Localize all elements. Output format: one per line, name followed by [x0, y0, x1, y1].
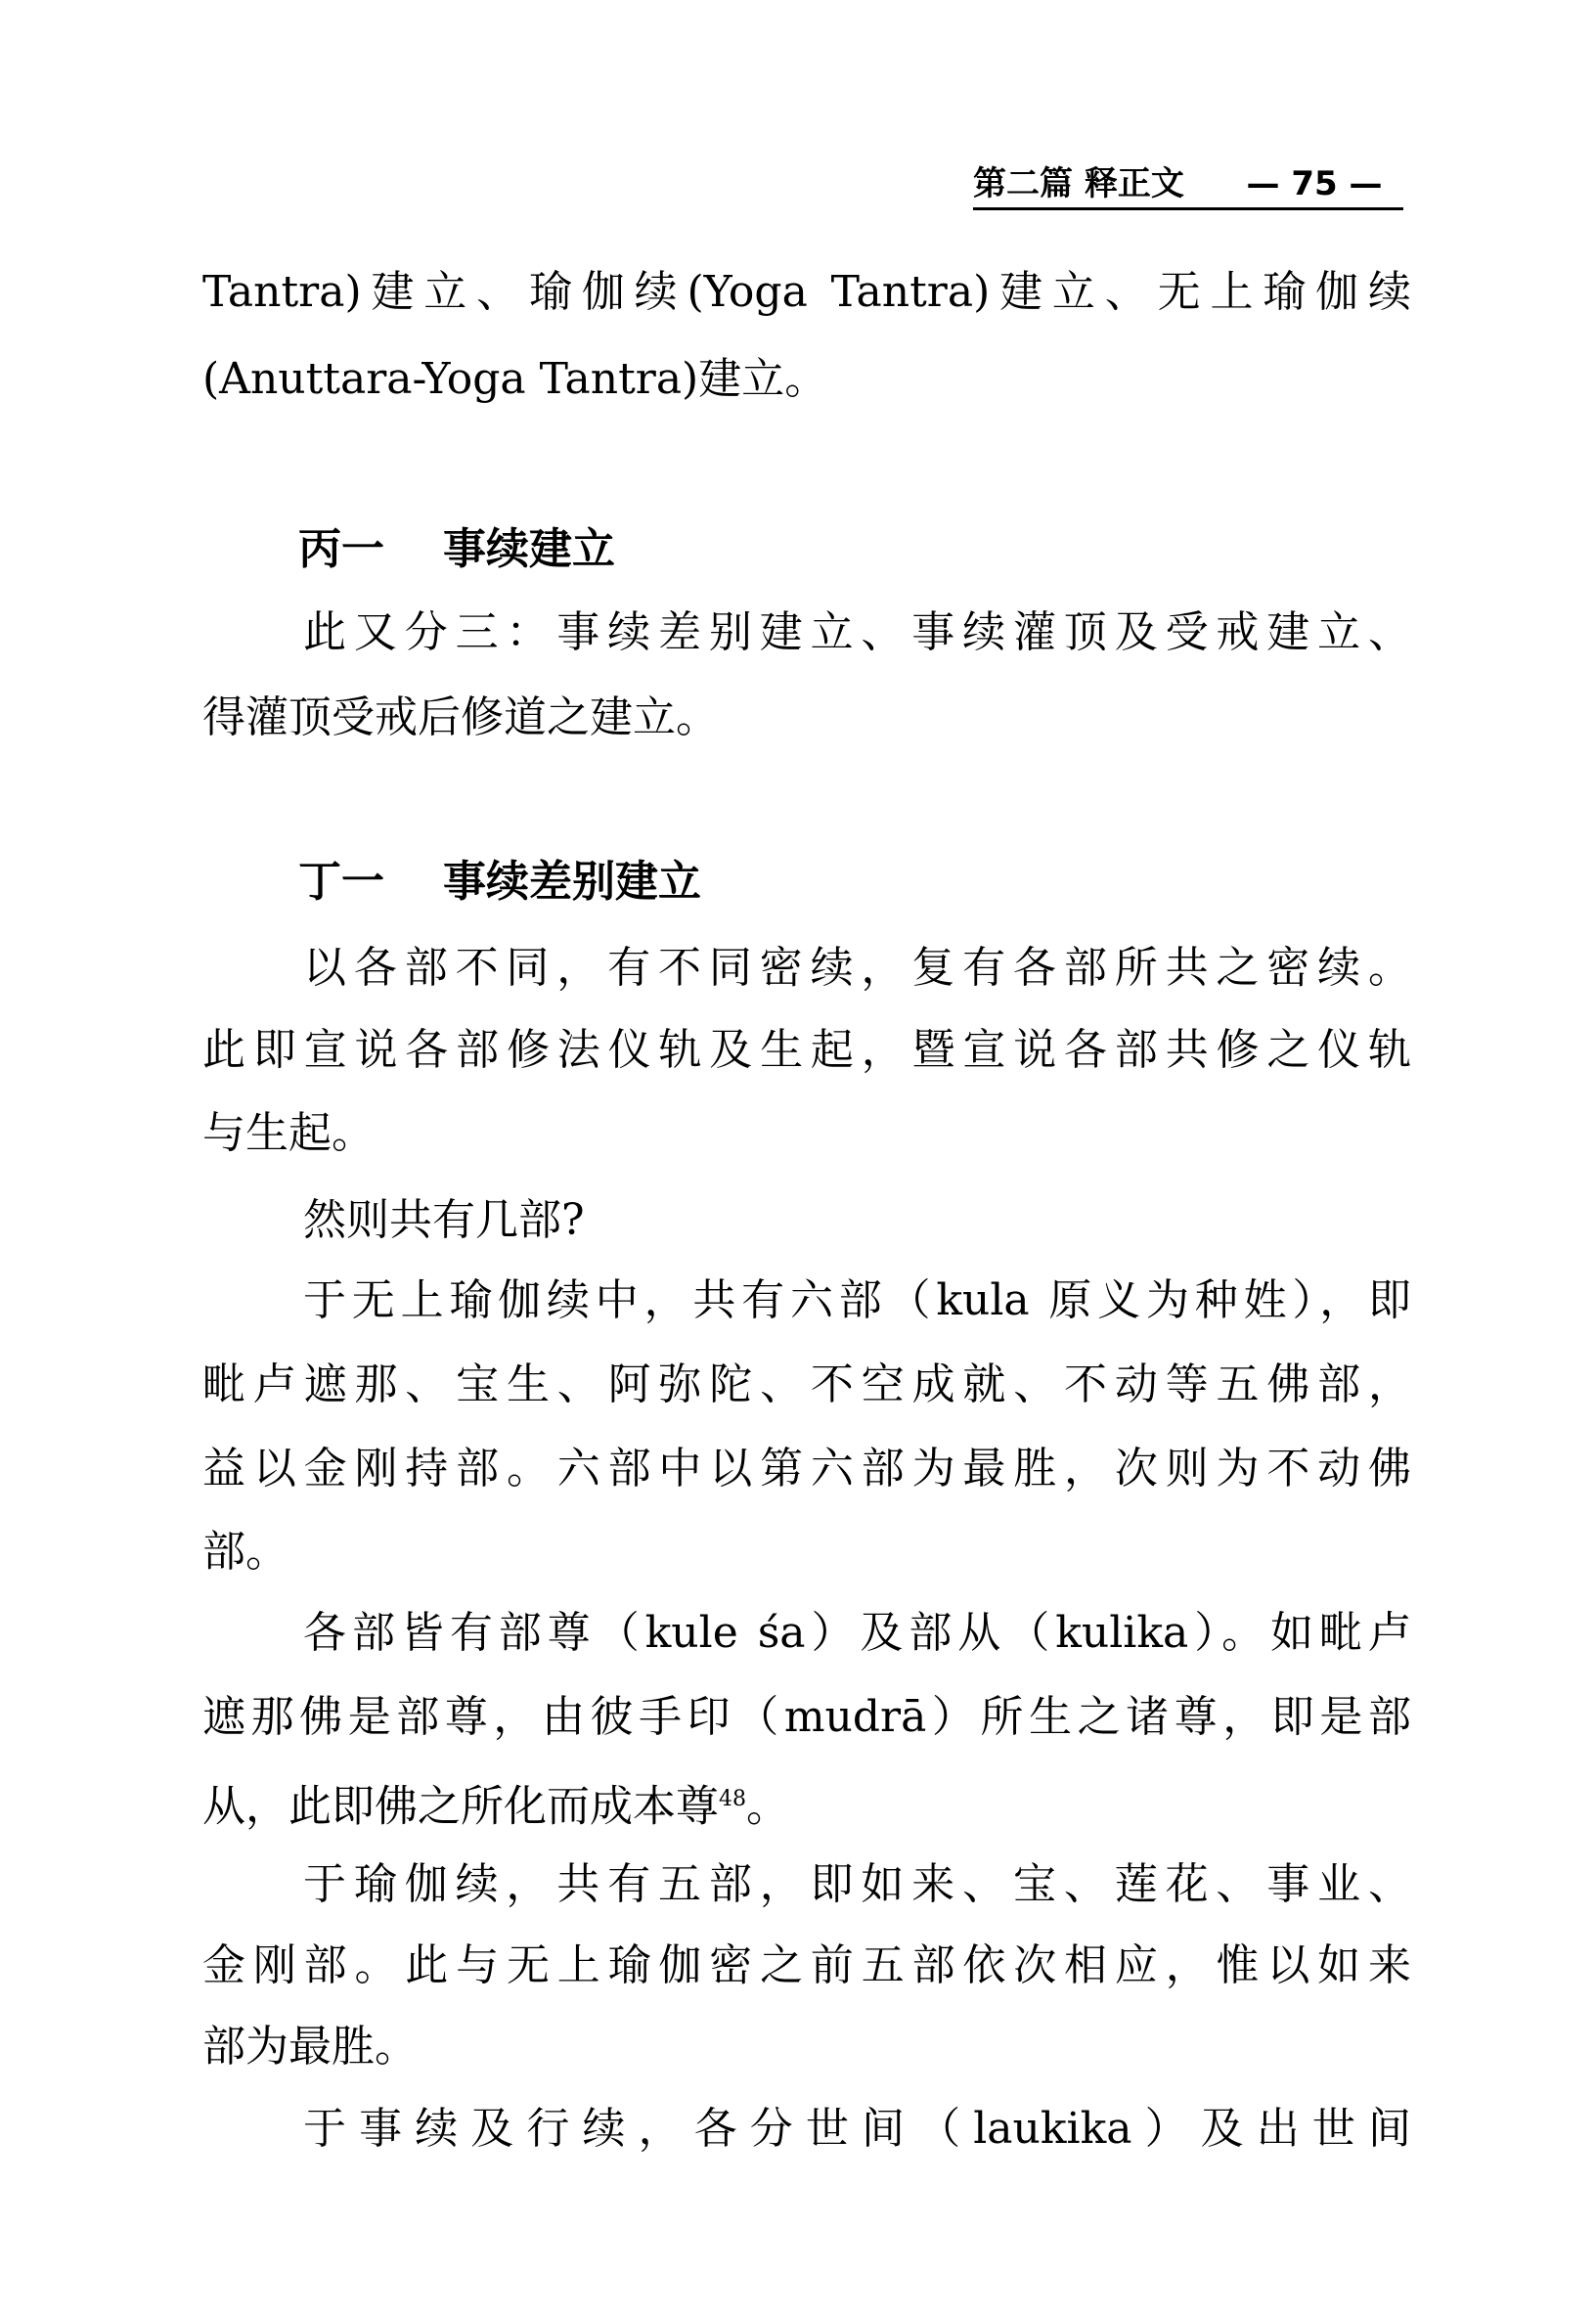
footnote-ref[interactable]: 48 [719, 1787, 746, 1811]
paragraph-line: 此即宣说各部修法仪轨及生起，暨宣说各部共修之仪轨 [202, 1025, 1411, 1075]
paragraph-line: Tantra)建立、瑜伽续(Yoga Tantra)建立、无上瑜伽续 [202, 267, 1411, 317]
paragraph-line: 益以金刚持部。六部中以第六部为最胜，次则为不动佛 [202, 1444, 1411, 1493]
paragraph-line: 毗卢遮那、宝生、阿弥陀、不空成就、不动等五佛部， [202, 1359, 1411, 1409]
paragraph-line: 于无上瑜伽续中，共有六部（kula 原义为种姓），即 [303, 1275, 1411, 1325]
paragraph-line: 以各部不同，有不同密续，复有各部所共之密续。 [303, 943, 1411, 993]
line-text: 从，此即佛之所化而成本尊 [202, 1781, 719, 1832]
paragraph-line: 此又分三：事续差别建立、事续灌顶及受戒建立、 [303, 607, 1411, 657]
paragraph-line: 于事续及行续，各分世间（laukika）及出世间 [303, 2104, 1411, 2154]
heading-title: 事续差别建立 [443, 857, 701, 907]
paragraph-line: 然则共有几部? [303, 1195, 585, 1245]
heading-number: 丙一 [298, 524, 384, 574]
running-header [973, 156, 1403, 204]
paragraph-line: 得灌顶受戒后修道之建立。 [202, 692, 719, 742]
section-heading [298, 520, 1507, 579]
paragraph-line: 部为最胜。 [202, 2022, 418, 2072]
paragraph-line: 金刚部。此与无上瑜伽密之前五部依次相应，惟以如来 [202, 1940, 1411, 1990]
header-rule [973, 207, 1403, 210]
paragraph-line: 遮那佛是部尊，由彼手印（mudrā）所生之诸尊，即是部 [202, 1692, 1411, 1742]
heading-number: 丁一 [298, 857, 384, 907]
paragraph-line: 于瑜伽续，共有五部，即如来、宝、莲花、事业、 [303, 1859, 1411, 1909]
heading-title: 事续建立 [443, 524, 615, 574]
line-text: 。 [746, 1781, 789, 1832]
paragraph-line: (Anuttara-Yoga Tantra)建立。 [202, 354, 828, 404]
page-number: — 75 — [1246, 164, 1383, 203]
paragraph-line: 与生起。 [202, 1108, 375, 1158]
section-heading [298, 853, 1507, 912]
paragraph-line [202, 1770, 1411, 1837]
chapter-title: 第二篇 释正文 [973, 164, 1184, 203]
paragraph-line: 各部皆有部尊（kule śa）及部从（kulika）。如毗卢 [303, 1608, 1411, 1658]
paragraph-line: 部。 [202, 1527, 288, 1577]
